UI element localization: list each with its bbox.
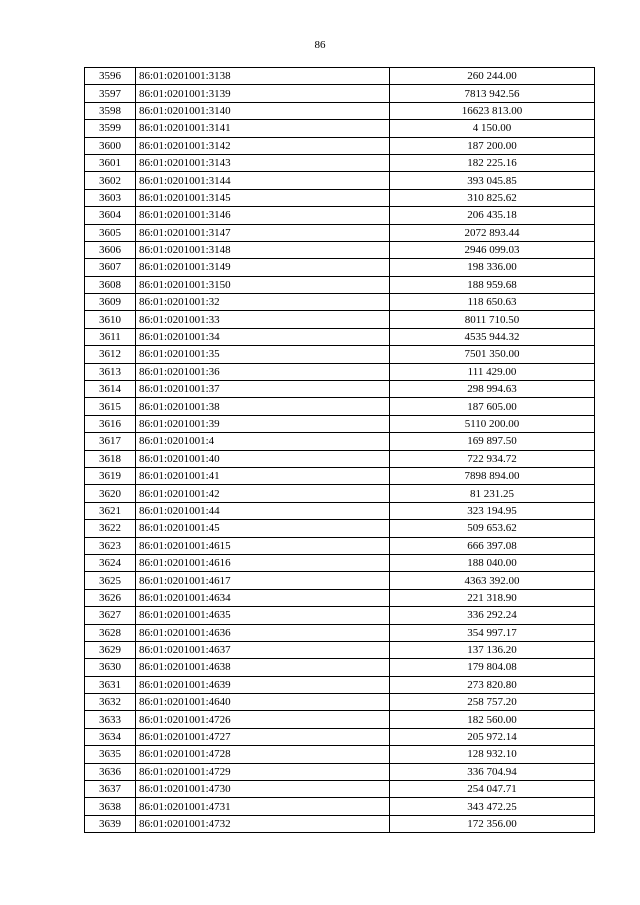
cadastral-number-cell: 86:01:0201001:37 xyxy=(136,381,390,398)
cadastral-value-cell: 722 934.72 xyxy=(390,450,595,467)
cadastral-value-cell: 169 897.50 xyxy=(390,433,595,450)
cadastral-value-cell: 258 757.20 xyxy=(390,694,595,711)
cadastral-value-cell: 4535 944.32 xyxy=(390,328,595,345)
row-number-cell: 3615 xyxy=(85,398,136,415)
row-number-cell: 3596 xyxy=(85,68,136,85)
table-row xyxy=(85,694,595,711)
row-number-cell: 3635 xyxy=(85,746,136,763)
cadastral-value-cell: 8011 710.50 xyxy=(390,311,595,328)
table-row xyxy=(85,641,595,658)
row-number-cell: 3636 xyxy=(85,763,136,780)
cadastral-value-cell: 354 997.17 xyxy=(390,624,595,641)
cadastral-number-cell: 86:01:0201001:3150 xyxy=(136,276,390,293)
cadastral-value-cell: 187 200.00 xyxy=(390,137,595,154)
cadastral-number-cell: 86:01:0201001:41 xyxy=(136,467,390,484)
cadastral-number-cell: 86:01:0201001:4639 xyxy=(136,676,390,693)
table-row xyxy=(85,746,595,763)
row-number-cell: 3631 xyxy=(85,676,136,693)
cadastral-value-cell: 7898 894.00 xyxy=(390,467,595,484)
table-row xyxy=(85,415,595,432)
row-number-cell: 3620 xyxy=(85,485,136,502)
row-number-cell: 3607 xyxy=(85,259,136,276)
table-row xyxy=(85,537,595,554)
row-number-cell: 3600 xyxy=(85,137,136,154)
row-number-cell: 3627 xyxy=(85,607,136,624)
row-number-cell: 3618 xyxy=(85,450,136,467)
row-number-cell: 3598 xyxy=(85,102,136,119)
cadastral-number-cell: 86:01:0201001:4727 xyxy=(136,728,390,745)
cadastral-number-cell: 86:01:0201001:35 xyxy=(136,346,390,363)
cadastral-number-cell: 86:01:0201001:3143 xyxy=(136,154,390,171)
cadastral-value-cell: 111 429.00 xyxy=(390,363,595,380)
cadastral-value-cell: 2946 099.03 xyxy=(390,241,595,258)
cadastral-number-cell: 86:01:0201001:45 xyxy=(136,520,390,537)
cadastral-value-cell: 182 560.00 xyxy=(390,711,595,728)
table-row xyxy=(85,467,595,484)
cadastral-number-cell: 86:01:0201001:3146 xyxy=(136,207,390,224)
table-row xyxy=(85,311,595,328)
table-row xyxy=(85,781,595,798)
table-row xyxy=(85,433,595,450)
cadastral-value-cell: 221 318.90 xyxy=(390,589,595,606)
cadastral-value-cell: 137 136.20 xyxy=(390,641,595,658)
row-number-cell: 3614 xyxy=(85,381,136,398)
cadastral-value-cell: 2072 893.44 xyxy=(390,224,595,241)
cadastral-number-cell: 86:01:0201001:3138 xyxy=(136,68,390,85)
table-body xyxy=(85,68,595,833)
cadastral-number-cell: 86:01:0201001:4 xyxy=(136,433,390,450)
row-number-cell: 3617 xyxy=(85,433,136,450)
table-row xyxy=(85,120,595,137)
row-number-cell: 3626 xyxy=(85,589,136,606)
cadastral-number-cell: 86:01:0201001:4640 xyxy=(136,694,390,711)
cadastral-number-cell: 86:01:0201001:4616 xyxy=(136,554,390,571)
cadastral-value-cell: 206 435.18 xyxy=(390,207,595,224)
cadastral-value-cell: 205 972.14 xyxy=(390,728,595,745)
cadastral-value-cell: 336 292.24 xyxy=(390,607,595,624)
row-number-cell: 3638 xyxy=(85,798,136,815)
cadastral-value-cell: 310 825.62 xyxy=(390,189,595,206)
cadastral-number-cell: 86:01:0201001:3140 xyxy=(136,102,390,119)
cadastral-value-table xyxy=(84,67,595,833)
cadastral-number-cell: 86:01:0201001:4617 xyxy=(136,572,390,589)
table-row xyxy=(85,294,595,311)
row-number-cell: 3603 xyxy=(85,189,136,206)
cadastral-number-cell: 86:01:0201001:4732 xyxy=(136,815,390,832)
cadastral-value-cell: 16623 813.00 xyxy=(390,102,595,119)
table-row xyxy=(85,815,595,832)
table-row xyxy=(85,520,595,537)
table-row xyxy=(85,241,595,258)
row-number-cell: 3639 xyxy=(85,815,136,832)
cadastral-number-cell: 86:01:0201001:3148 xyxy=(136,241,390,258)
table-row xyxy=(85,450,595,467)
cadastral-value-cell: 273 820.80 xyxy=(390,676,595,693)
row-number-cell: 3606 xyxy=(85,241,136,258)
cadastral-value-cell: 187 605.00 xyxy=(390,398,595,415)
cadastral-value-cell: 509 653.62 xyxy=(390,520,595,537)
table-row xyxy=(85,485,595,502)
cadastral-number-cell: 86:01:0201001:4638 xyxy=(136,659,390,676)
table-row xyxy=(85,68,595,85)
row-number-cell: 3630 xyxy=(85,659,136,676)
row-number-cell: 3597 xyxy=(85,85,136,102)
row-number-cell: 3632 xyxy=(85,694,136,711)
cadastral-value-cell: 343 472.25 xyxy=(390,798,595,815)
cadastral-value-cell: 182 225.16 xyxy=(390,154,595,171)
table-row xyxy=(85,189,595,206)
cadastral-number-cell: 86:01:0201001:4726 xyxy=(136,711,390,728)
cadastral-value-cell: 4 150.00 xyxy=(390,120,595,137)
table-row xyxy=(85,502,595,519)
cadastral-number-cell: 86:01:0201001:4635 xyxy=(136,607,390,624)
table-row xyxy=(85,328,595,345)
cadastral-number-cell: 86:01:0201001:3144 xyxy=(136,172,390,189)
cadastral-number-cell: 86:01:0201001:4728 xyxy=(136,746,390,763)
cadastral-number-cell: 86:01:0201001:3142 xyxy=(136,137,390,154)
table-row xyxy=(85,137,595,154)
cadastral-number-cell: 86:01:0201001:38 xyxy=(136,398,390,415)
table-row xyxy=(85,259,595,276)
cadastral-number-cell: 86:01:0201001:3145 xyxy=(136,189,390,206)
row-number-cell: 3628 xyxy=(85,624,136,641)
row-number-cell: 3610 xyxy=(85,311,136,328)
cadastral-value-cell: 128 932.10 xyxy=(390,746,595,763)
cadastral-number-cell: 86:01:0201001:34 xyxy=(136,328,390,345)
cadastral-number-cell: 86:01:0201001:4636 xyxy=(136,624,390,641)
table-row xyxy=(85,572,595,589)
cadastral-number-cell: 86:01:0201001:3147 xyxy=(136,224,390,241)
row-number-cell: 3634 xyxy=(85,728,136,745)
row-number-cell: 3611 xyxy=(85,328,136,345)
cadastral-number-cell: 86:01:0201001:33 xyxy=(136,311,390,328)
table-row xyxy=(85,711,595,728)
row-number-cell: 3612 xyxy=(85,346,136,363)
table-row xyxy=(85,676,595,693)
cadastral-number-cell: 86:01:0201001:4634 xyxy=(136,589,390,606)
cadastral-value-cell: 393 045.85 xyxy=(390,172,595,189)
page-number: 86 xyxy=(314,39,326,51)
cadastral-number-cell: 86:01:0201001:39 xyxy=(136,415,390,432)
cadastral-value-cell: 260 244.00 xyxy=(390,68,595,85)
cadastral-number-cell: 86:01:0201001:42 xyxy=(136,485,390,502)
row-number-cell: 3619 xyxy=(85,467,136,484)
table-row xyxy=(85,276,595,293)
table-row xyxy=(85,102,595,119)
cadastral-value-cell: 179 804.08 xyxy=(390,659,595,676)
cadastral-value-cell: 118 650.63 xyxy=(390,294,595,311)
table-row xyxy=(85,728,595,745)
table-row xyxy=(85,554,595,571)
cadastral-number-cell: 86:01:0201001:32 xyxy=(136,294,390,311)
row-number-cell: 3637 xyxy=(85,781,136,798)
cadastral-value-cell: 188 040.00 xyxy=(390,554,595,571)
table-row xyxy=(85,172,595,189)
row-number-cell: 3616 xyxy=(85,415,136,432)
row-number-cell: 3613 xyxy=(85,363,136,380)
cadastral-value-cell: 323 194.95 xyxy=(390,502,595,519)
table-row xyxy=(85,207,595,224)
cadastral-value-cell: 188 959.68 xyxy=(390,276,595,293)
cadastral-number-cell: 86:01:0201001:44 xyxy=(136,502,390,519)
row-number-cell: 3602 xyxy=(85,172,136,189)
cadastral-value-cell: 172 356.00 xyxy=(390,815,595,832)
cadastral-value-cell: 5110 200.00 xyxy=(390,415,595,432)
cadastral-number-cell: 86:01:0201001:3149 xyxy=(136,259,390,276)
row-number-cell: 3621 xyxy=(85,502,136,519)
row-number-cell: 3601 xyxy=(85,154,136,171)
cadastral-number-cell: 86:01:0201001:4729 xyxy=(136,763,390,780)
cadastral-value-cell: 336 704.94 xyxy=(390,763,595,780)
row-number-cell: 3605 xyxy=(85,224,136,241)
cadastral-number-cell: 86:01:0201001:40 xyxy=(136,450,390,467)
cadastral-number-cell: 86:01:0201001:4615 xyxy=(136,537,390,554)
cadastral-number-cell: 86:01:0201001:3139 xyxy=(136,85,390,102)
row-number-cell: 3622 xyxy=(85,520,136,537)
table-row xyxy=(85,624,595,641)
cadastral-number-cell: 86:01:0201001:3141 xyxy=(136,120,390,137)
table-row xyxy=(85,363,595,380)
row-number-cell: 3633 xyxy=(85,711,136,728)
row-number-cell: 3629 xyxy=(85,641,136,658)
table-row xyxy=(85,346,595,363)
row-number-cell: 3624 xyxy=(85,554,136,571)
cadastral-value-cell: 7813 942.56 xyxy=(390,85,595,102)
row-number-cell: 3604 xyxy=(85,207,136,224)
cadastral-value-cell: 81 231.25 xyxy=(390,485,595,502)
cadastral-value-cell: 254 047.71 xyxy=(390,781,595,798)
table-row xyxy=(85,763,595,780)
table-row xyxy=(85,589,595,606)
cadastral-number-cell: 86:01:0201001:36 xyxy=(136,363,390,380)
table-row xyxy=(85,798,595,815)
table-row xyxy=(85,659,595,676)
cadastral-value-cell: 4363 392.00 xyxy=(390,572,595,589)
cadastral-number-cell: 86:01:0201001:4730 xyxy=(136,781,390,798)
table-row xyxy=(85,85,595,102)
cadastral-number-cell: 86:01:0201001:4731 xyxy=(136,798,390,815)
row-number-cell: 3625 xyxy=(85,572,136,589)
cadastral-value-cell: 198 336.00 xyxy=(390,259,595,276)
table-row xyxy=(85,381,595,398)
row-number-cell: 3608 xyxy=(85,276,136,293)
table-row xyxy=(85,154,595,171)
cadastral-value-cell: 298 994.63 xyxy=(390,381,595,398)
cadastral-value-cell: 7501 350.00 xyxy=(390,346,595,363)
table-row xyxy=(85,224,595,241)
cadastral-value-cell: 666 397.08 xyxy=(390,537,595,554)
table-row xyxy=(85,607,595,624)
row-number-cell: 3623 xyxy=(85,537,136,554)
row-number-cell: 3599 xyxy=(85,120,136,137)
cadastral-number-cell: 86:01:0201001:4637 xyxy=(136,641,390,658)
table-row xyxy=(85,398,595,415)
row-number-cell: 3609 xyxy=(85,294,136,311)
